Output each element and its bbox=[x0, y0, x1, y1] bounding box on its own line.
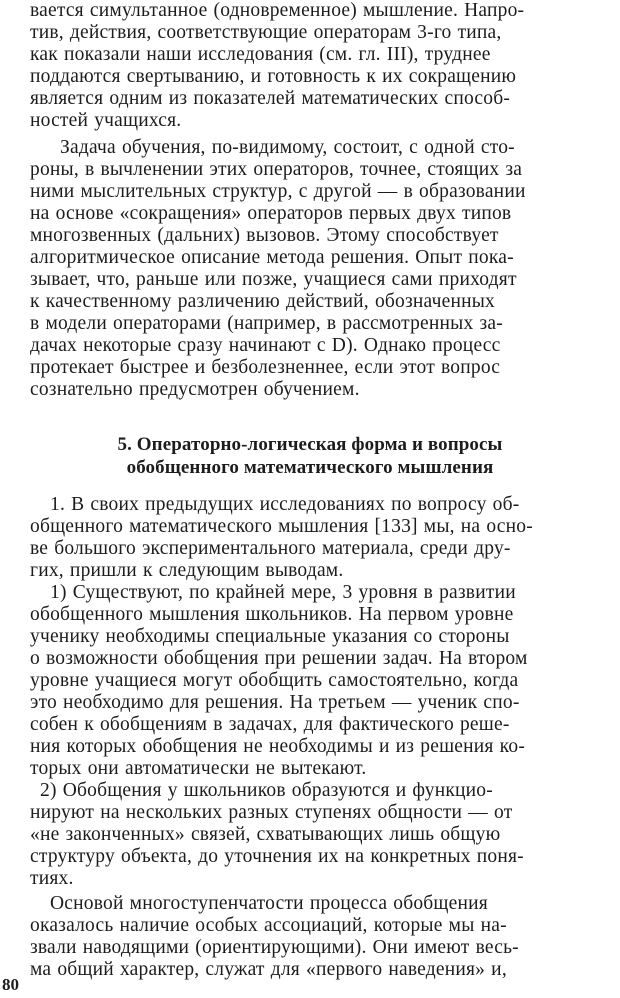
text-line: поддаются свертыванию, и готовность к их сокращению bbox=[30, 66, 517, 87]
text-line: о возможности обобщения при решении задач. На втором bbox=[30, 648, 528, 669]
text-line: общенного математического мышления [133] мы, на осно- bbox=[30, 516, 533, 537]
text-line: 1) Существуют, по крайней мере, 3 уровня в развитии bbox=[50, 582, 516, 603]
text-line: роны, в вычленении этих операторов, точнее, стоящих за bbox=[30, 159, 523, 180]
section-heading-line-2: обобщенного математического мышления bbox=[126, 457, 494, 478]
page-number: 80 bbox=[2, 975, 19, 994]
text-line: оказалось наличие особых ассоциаций, которые мы на- bbox=[30, 915, 507, 936]
text-line: нируют на нескольких разных ступенях общности — от bbox=[30, 802, 513, 823]
text-line: на основе «сокращения» операторов первых двух типов bbox=[30, 203, 512, 224]
text-line: протекает быстрее и безболезненнее, если этот вопрос bbox=[30, 357, 501, 378]
text-line: как показали наши исследования (см. гл. III), труднее bbox=[30, 44, 491, 65]
text-line: уровне учащиеся могут обобщить самостоятельно, когда bbox=[30, 670, 519, 691]
text-line: Задача обучения, по-видимому, состоит, с одной сто- bbox=[60, 137, 515, 158]
text-line: тиях. bbox=[30, 868, 74, 889]
text-line: торых они автоматически не вытекают. bbox=[30, 758, 367, 779]
text-line: структуру объекта, до уточнения их на конкретных поня- bbox=[30, 846, 524, 867]
text-line: обобщенного мышления школьников. На первом уровне bbox=[30, 604, 514, 625]
text-line: ма общий характер, служат для «первого наведения» и, bbox=[30, 959, 507, 980]
text-line: собен к обобщениям в задачах, для фактического реше- bbox=[30, 714, 510, 735]
text-line: «не законченных» связей, схватывающих лишь общую bbox=[30, 824, 501, 845]
text-line: в модели операторами (например, в рассмотренных за- bbox=[30, 313, 503, 334]
section-heading-line-1: 5. Операторно-логическая форма и вопросы bbox=[117, 434, 503, 455]
text-line: дачах некоторые сразу начинают с D). Однако процесс bbox=[30, 335, 501, 356]
text-line: ними мыслительных структур, с другой — в образовании bbox=[30, 181, 526, 202]
text-line: ученику необходимы специальные указания со стороны bbox=[30, 626, 510, 647]
text-line: это необходимо для решения. На третьем — ученик спо- bbox=[30, 692, 520, 713]
text-line: ния которых обобщения не необходимы и из решения ко- bbox=[30, 736, 526, 757]
text-line: тив, действия, соответствующие операторам 3-го типа, bbox=[30, 22, 502, 43]
text-line: зывает, что, раньше или позже, учащиеся сами приходят bbox=[30, 269, 517, 290]
text-line: 2) Обобщения у школьников образуются и функцио- bbox=[40, 780, 493, 801]
text-line: вается симультанное (одновременное) мышление. Напро- bbox=[30, 0, 525, 21]
text-line: гих, пришли к следующим выводам. bbox=[30, 560, 344, 581]
text-line: сознательно предусмотрен обучением. bbox=[30, 379, 360, 400]
text-line: 1. В своих предыдущих исследованиях по вопросу об- bbox=[50, 494, 520, 515]
text-line: Основой многоступенчатости процесса обобщения bbox=[50, 893, 488, 914]
text-line: алгоритмическое описание метода решения. Опыт пока- bbox=[30, 247, 514, 268]
text-line: ностей учащихся. bbox=[30, 110, 182, 131]
text-line: к качественному различению действий, обозначенных bbox=[30, 291, 495, 312]
text-line: является одним из показателей математических способ- bbox=[30, 88, 511, 109]
text-line: ве большого экспериментального материала, среди дру- bbox=[30, 538, 511, 559]
text-line: многозвенных (дальних) вызовов. Этому способствует bbox=[30, 225, 499, 246]
text-line: звали наводящими (ориентирующими). Они имеют весь- bbox=[30, 937, 519, 958]
